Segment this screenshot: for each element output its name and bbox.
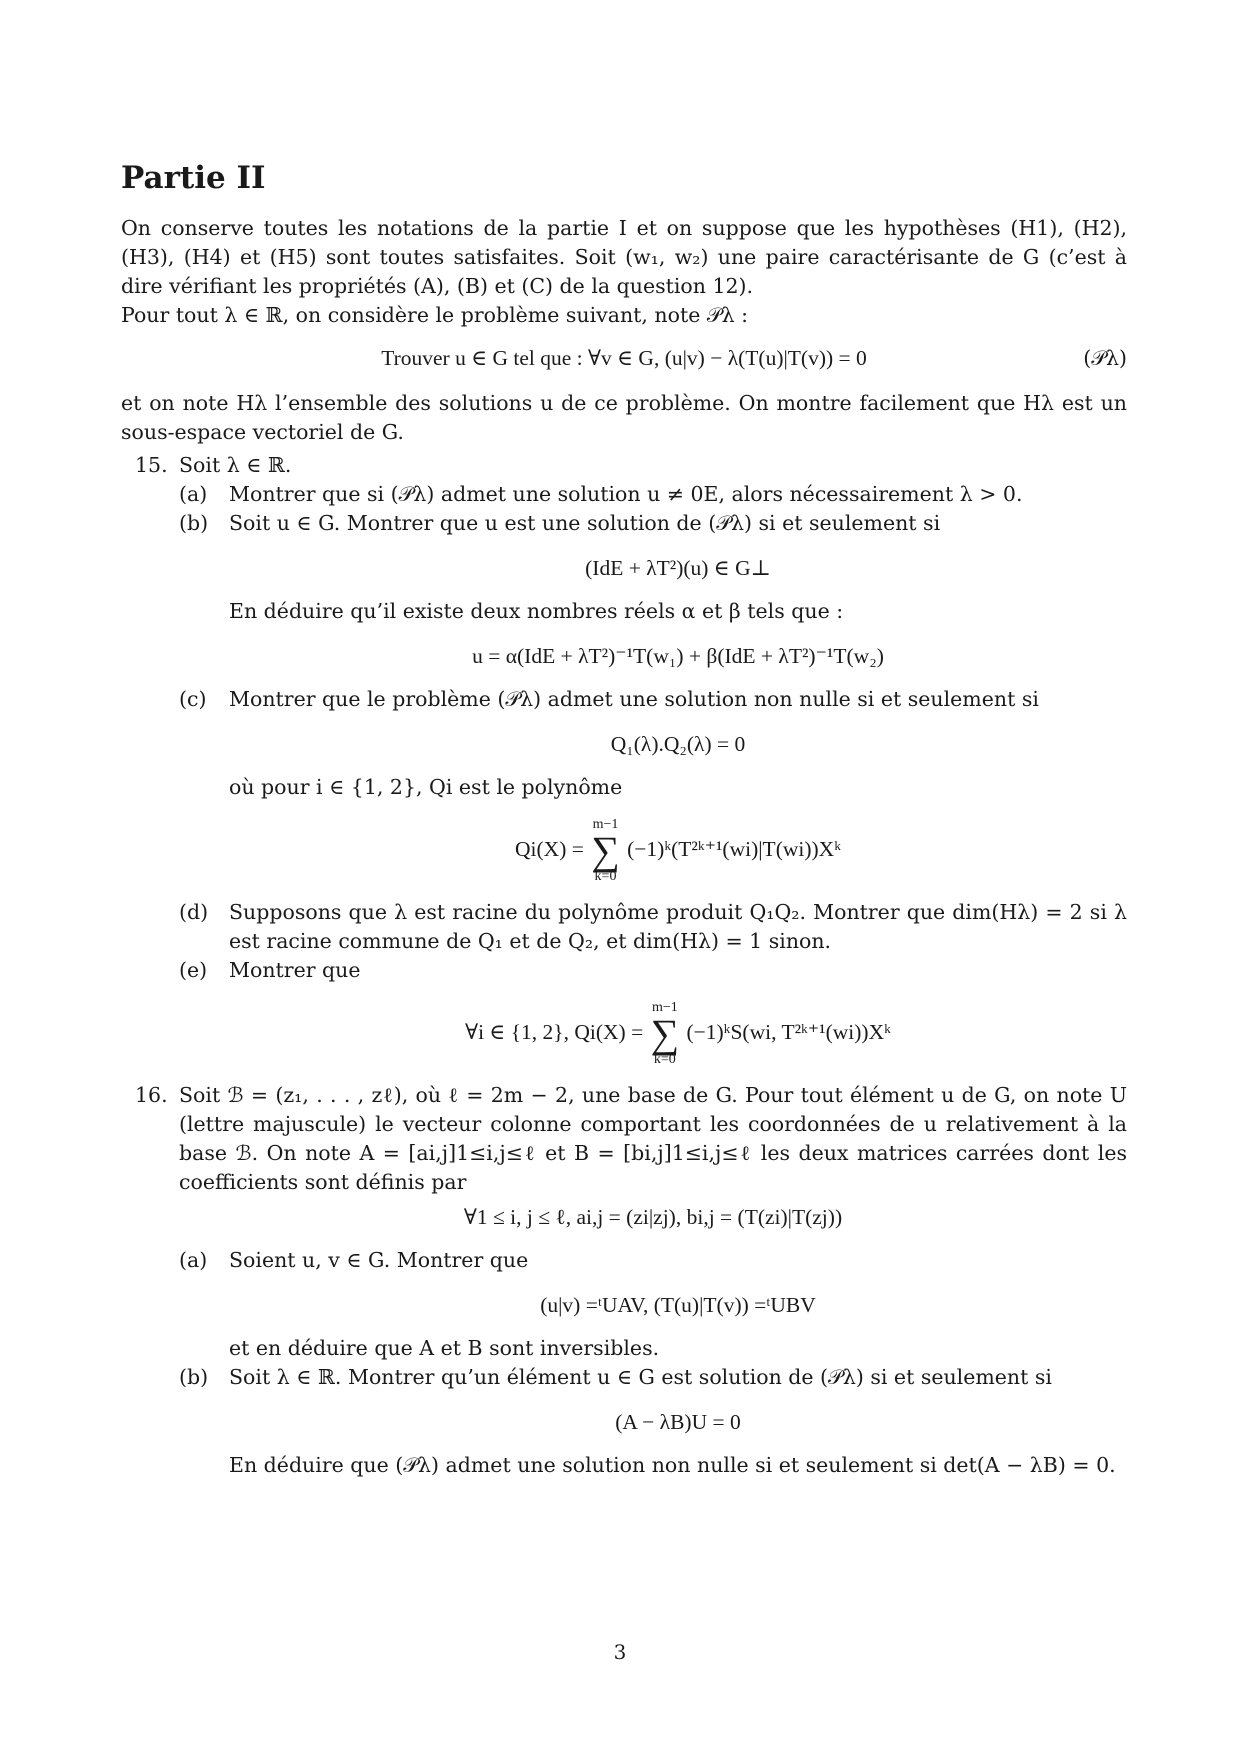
subquestion-text: Soit u ∈ G. Montrer que u est une solution de (𝒫λ) si et seulement si — [229, 511, 941, 535]
question-15a — [121, 480, 1127, 509]
section-title: Partie II — [121, 160, 266, 196]
sum-lower: k=0 — [594, 869, 617, 884]
intro-after: et on note Hλ l’ensemble des solutions u de ce problème. On montre facilement que Hλ est un sous-espace vectoriel de G. — [121, 391, 1127, 444]
question-15b — [121, 509, 1127, 671]
equation: (u|v) =ᵗUAV, (T(u)|T(v)) =ᵗUBV — [540, 1293, 816, 1317]
equation-rhs: (−1)ᵏS(wi, T²ᵏ⁺¹(wi))Xᵏ — [686, 1019, 891, 1044]
sigma-symbol: ∑ — [650, 1011, 680, 1056]
sum-upper: m−1 — [651, 1000, 678, 1015]
equation: Q₁(λ).Q₂(λ) = 0 — [610, 732, 746, 756]
problem-tag: (𝒫λ) — [1083, 346, 1127, 370]
sum-equation — [229, 818, 1127, 884]
question-number: 16. — [135, 1083, 168, 1107]
subquestion-text: Montrer que le problème (𝒫λ) admet une solution non nulle si et seulement si — [229, 687, 1039, 711]
subquestion-label: (e) — [179, 958, 208, 982]
subquestion-text: Soit λ ∈ ℝ. Montrer qu’un élément u ∈ G est solution de (𝒫λ) si et seulement si — [229, 1365, 1052, 1389]
page-body — [121, 160, 1127, 1480]
question-16b — [121, 1363, 1127, 1480]
subquestion-text: et en déduire que A et B sont inversibles. — [229, 1336, 660, 1360]
subquestion-text: où pour i ∈ {1, 2}, Qi est le polynôme — [229, 775, 623, 799]
intro-paragraph: On conserve toutes les notations de la partie I et on suppose que les hypothèses (H1), (H2), (H3), (H4) et (H5) sont toutes satisfaites. Soit (w₁, w₂) une paire caractérisante de G (c’est à dire vérifiant les propriétés (A), (B) et (C) de la question 12). — [121, 216, 1127, 298]
equation: (IdE + λT²)(u) ∈ G⊥ — [585, 556, 771, 580]
equation: (A − λB)U = 0 — [615, 1410, 741, 1434]
problem-statement — [121, 344, 1127, 373]
sum-equation — [229, 1001, 1127, 1067]
question-intro: Soit λ ∈ ℝ. — [179, 453, 292, 477]
sum-operator — [651, 1001, 680, 1067]
sum-operator — [591, 818, 620, 884]
equation: u = α(IdE + λT²)⁻¹T(w₁) + β(IdE + λT²)⁻¹T(w₂) — [472, 644, 884, 668]
intro-problem-sentence: Pour tout λ ∈ ℝ, on considère le problème suivant, note 𝒫λ : — [121, 303, 749, 327]
page-number: 3 — [613, 1640, 627, 1664]
question-intro: Soit ℬ = (z₁, . . . , zℓ), où ℓ = 2m − 2, une base de G. Pour tout élément u de G, on note U (lettre majuscule) le vecteur colonne comportant les coordonnées de u relativement à la base ℬ. On note A = [ai,j]1≤i,j≤ℓ et B = [bi,j]1≤i,j≤ℓ les deux matrices carrées dont les coefficients sont définis par — [179, 1083, 1127, 1194]
sum-upper: m−1 — [592, 817, 619, 832]
subquestion-text: En déduire qu’il existe deux nombres réels α et β tels que : — [229, 599, 844, 623]
question-15e — [121, 956, 1127, 1067]
equation-lhs: ∀i ∈ {1, 2}, Qi(X) = — [465, 1019, 644, 1044]
equation-lhs: Qi(X) = — [515, 836, 584, 861]
question-15 — [121, 451, 1127, 480]
sum-lower: k=0 — [653, 1052, 676, 1067]
equation: ∀1 ≤ i, j ≤ ℓ, ai,j = (zi|zj), bi,j = (T(zi)|T(zj)) — [463, 1205, 843, 1229]
question-number: 15. — [135, 453, 168, 477]
subquestion-text: Montrer que — [229, 958, 361, 982]
question-15d — [121, 898, 1127, 956]
subquestion-text: Supposons que λ est racine du polynôme produit Q₁Q₂. Montrer que dim(Hλ) = 2 si λ est racine commune de Q₁ et de Q₂, et dim(Hλ) = 1 sinon. — [229, 900, 1127, 953]
subquestion-label: (a) — [179, 482, 208, 506]
sigma-symbol: ∑ — [591, 828, 620, 873]
subquestion-label: (a) — [179, 1248, 208, 1272]
subquestion-label: (d) — [179, 900, 209, 924]
subquestion-label: (b) — [179, 511, 209, 535]
question-15c — [121, 685, 1127, 884]
equation-rhs: (−1)ᵏ(T²ᵏ⁺¹(wi)|T(wi))Xᵏ — [627, 836, 841, 861]
subquestion-text: Montrer que si (𝒫λ) admet une solution u ≠ 0E, alors nécessairement λ > 0. — [229, 482, 1023, 506]
subquestion-label: (b) — [179, 1365, 209, 1389]
question-16a — [121, 1246, 1127, 1363]
problem-equation: Trouver u ∈ G tel que : ∀v ∈ G, (u|v) − λ(T(u)|T(v)) = 0 — [381, 346, 867, 370]
subquestion-label: (c) — [179, 687, 207, 711]
question-16 — [121, 1081, 1127, 1232]
subquestion-text: En déduire que (𝒫λ) admet une solution non nulle si et seulement si det(A − λB) = 0. — [229, 1453, 1116, 1477]
subquestion-text: Soient u, v ∈ G. Montrer que — [229, 1248, 529, 1272]
